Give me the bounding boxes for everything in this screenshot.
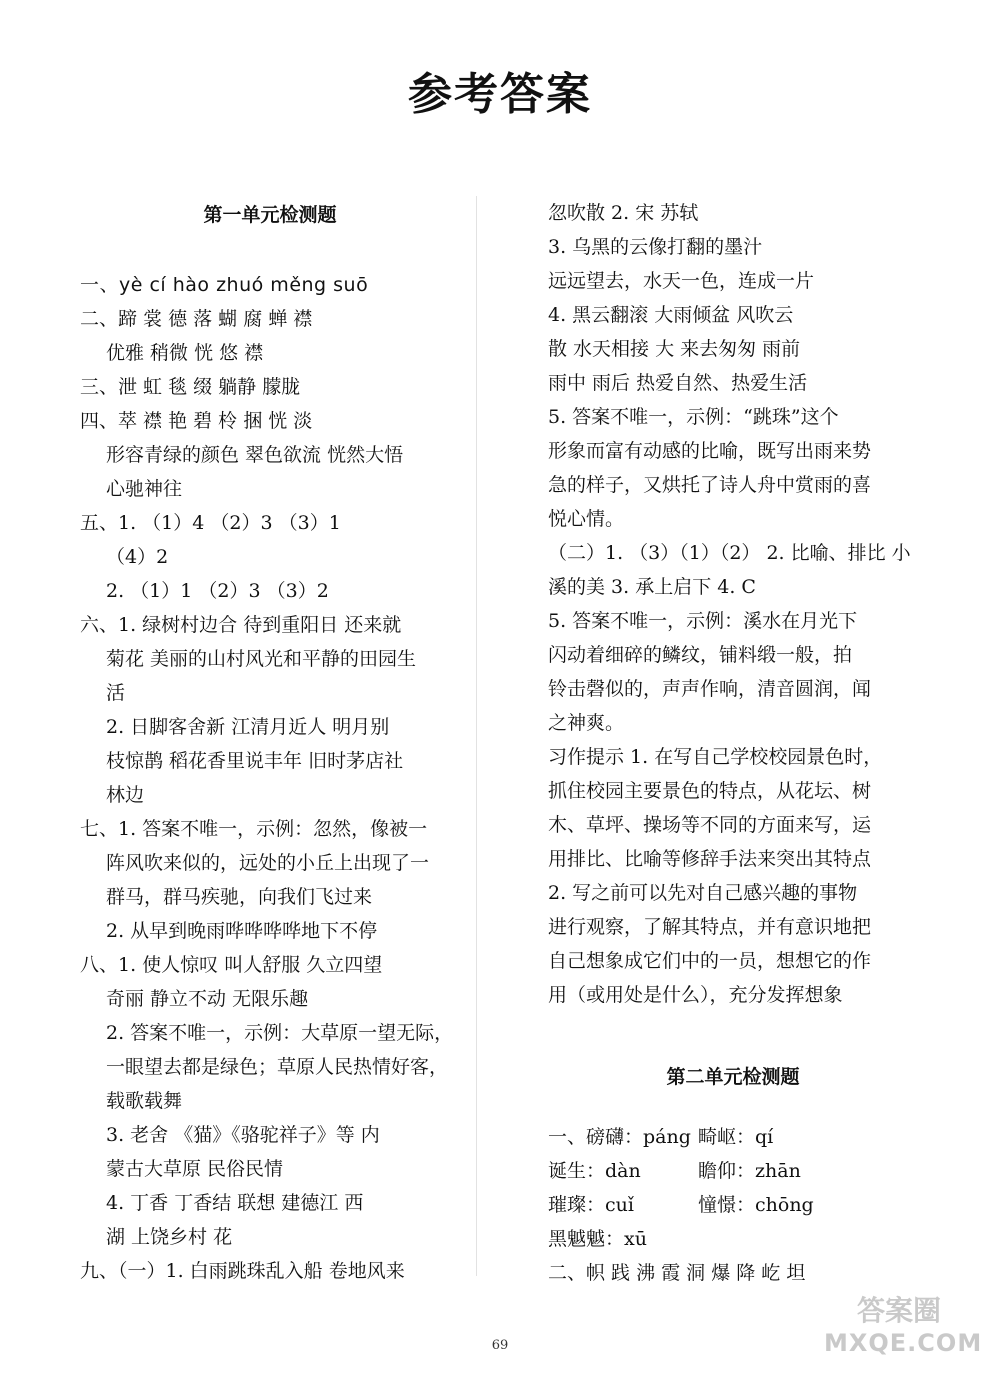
vocab-item: 憧憬：chōng	[698, 1194, 814, 1216]
section-title-unit-1: 第一单元检测题	[203, 204, 337, 226]
answer-line: 奇丽 静立不动 无限乐趣	[106, 988, 309, 1010]
left-column	[80, 196, 460, 1288]
answer-line: 阵风吹来似的，远处的小丘上出现了一	[106, 852, 430, 874]
answer-line: 2. 答案不唯一，示例：大草原一望无际，	[106, 1022, 454, 1044]
answer-line: 闪动着细碎的鳞纹，铺料缎一般，拍	[548, 644, 853, 666]
page-title: 参考答案	[408, 69, 592, 120]
answer-line: 群马，群马疾驰，向我们飞过来	[106, 886, 373, 908]
column-divider	[476, 196, 477, 1276]
answer-line: 心驰神往	[106, 478, 183, 500]
vocab-item: 璀璨：cuǐ	[548, 1194, 634, 1216]
watermark-line-1: 答案圈	[856, 1294, 941, 1327]
answer-line: 三、泄 虹 毯 缀 躺静 朦胧	[80, 376, 301, 398]
answer-line: 二、帜 践 沸 霞 洞 爆 降 屹 坦	[548, 1262, 806, 1284]
answer-line: 4. 黑云翻滚 大雨倾盆 风吹云	[548, 304, 794, 326]
answer-line: 2. 日脚客舍新 江清月近人 明月别	[106, 716, 390, 738]
answer-line: 一眼望去都是绿色；草原人民热情好客，	[106, 1056, 449, 1078]
answer-line: 木、草坪、操场等不同的方面来写，运	[548, 814, 872, 836]
answer-line: 六、1. 绿树村边合 待到重阳日 还来就	[80, 614, 402, 636]
answer-line: 5. 答案不唯一，示例：“跳珠”这个	[548, 406, 839, 428]
answer-line: 雨中 雨后 热爱自然、热爱生活	[548, 372, 808, 394]
answer-line: 形容青绿的颜色 翠色欲流 恍然大悟	[106, 444, 404, 466]
vocab-item: 一、磅礴：páng	[548, 1126, 691, 1148]
answer-line: 四、萃 襟 艳 碧 柃 捆 恍 淡	[80, 410, 313, 432]
answer-line: 4. 丁香 丁香结 联想 建德江 西	[106, 1192, 364, 1214]
answer-line: 湖 上饶乡村 花	[106, 1226, 233, 1248]
answer-line: 蒙古大草原 民俗民情	[106, 1158, 284, 1180]
answer-line: 一、yè cí hào zhuó měng suō	[80, 274, 369, 296]
answer-line: 优雅 稍微 恍 悠 襟	[106, 342, 264, 364]
answer-line: 二、蹄 裳 德 落 蝴 腐 蝉 襟	[80, 308, 313, 330]
answer-line: 铃击磬似的，声声作响，清音圆润，闻	[548, 678, 872, 700]
answer-line: 菊花 美丽的山村风光和平静的田园生	[106, 648, 417, 670]
answer-line: 用（或用处是什么），充分发挥想象	[548, 984, 843, 1006]
answer-line: 散 水天相接 大 来去匆匆 雨前	[548, 338, 801, 360]
answer-line: 急的样子，又烘托了诗人舟中赏雨的喜	[548, 474, 872, 496]
answer-line: 忽吹散 2. 宋 苏轼	[548, 202, 699, 224]
answer-line: 用排比、比喻等修辞手法来突出其特点	[548, 848, 872, 870]
answer-line: 5. 答案不唯一，示例：溪水在月光下	[548, 610, 858, 632]
vocab-item: 诞生：dàn	[548, 1160, 641, 1182]
answer-line: 2. （1）1 （2）3 （3）2	[106, 580, 329, 602]
answer-line: 习作提示 1. 在写自己学校校园景色时，	[548, 746, 883, 768]
answer-line: 3. 老舍 《猫》《骆驼祥子》等 内	[106, 1124, 380, 1146]
answer-line: 活	[106, 682, 126, 704]
watermark-line-2: MXQE.COM	[824, 1329, 983, 1357]
vocab-row	[548, 1120, 918, 1154]
vocab-item: 瞻仰：zhān	[698, 1160, 801, 1182]
answer-line: 形象而富有动感的比喻，既写出雨来势	[548, 440, 872, 462]
answer-line: 载歌载舞	[106, 1090, 183, 1112]
answer-line: （4）2	[106, 546, 169, 568]
vocab-row	[548, 1222, 918, 1256]
answer-line: 悦心情。	[548, 508, 625, 530]
answer-line: 2. 从早到晚雨哗哗哗哗地下不停	[106, 920, 378, 942]
right-column	[548, 196, 918, 1290]
answer-line: 自己想象成它们中的一员，想想它的作	[548, 950, 872, 972]
page-number: 69	[491, 1338, 509, 1353]
answer-line: 2. 写之前可以先对自己感兴趣的事物	[548, 882, 858, 904]
answer-line: 林边	[106, 784, 145, 806]
answer-line: 五、1. （1）4 （2）3 （3）1	[80, 512, 341, 534]
watermark-logo	[824, 1294, 983, 1370]
vocab-row	[548, 1188, 918, 1222]
answer-line: 九、（一）1. 白雨跳珠乱入船 卷地风来	[80, 1260, 405, 1282]
answer-line: 远远望去，水天一色，连成一片	[548, 270, 815, 292]
answer-line: 枝惊鹊 稻花香里说丰年 旧时茅店社	[106, 750, 404, 772]
answer-line: 八、1. 使人惊叹 叫人舒服 久立四望	[80, 954, 383, 976]
answer-line: （二）1. （3）（1）（2） 2. 比喻、排比 小	[548, 542, 911, 564]
vocab-row	[548, 1154, 918, 1188]
answer-line: 抓住校园主要景色的特点，从花坛、树	[548, 780, 872, 802]
answer-line: 3. 乌黑的云像打翻的墨汁	[548, 236, 763, 258]
answer-line: 之神爽。	[548, 712, 625, 734]
vocab-item: 黑魆魆：xū	[548, 1228, 647, 1250]
section-title-unit-2: 第二单元检测题	[666, 1066, 800, 1088]
vocab-item: 畸岖：qí	[698, 1126, 774, 1148]
answer-line: 溪的美 3. 承上启下 4. C	[548, 576, 756, 598]
answer-line: 进行观察，了解其特点，并有意识地把	[548, 916, 872, 938]
answer-line: 七、1. 答案不唯一，示例：忽然，像被一	[80, 818, 428, 840]
